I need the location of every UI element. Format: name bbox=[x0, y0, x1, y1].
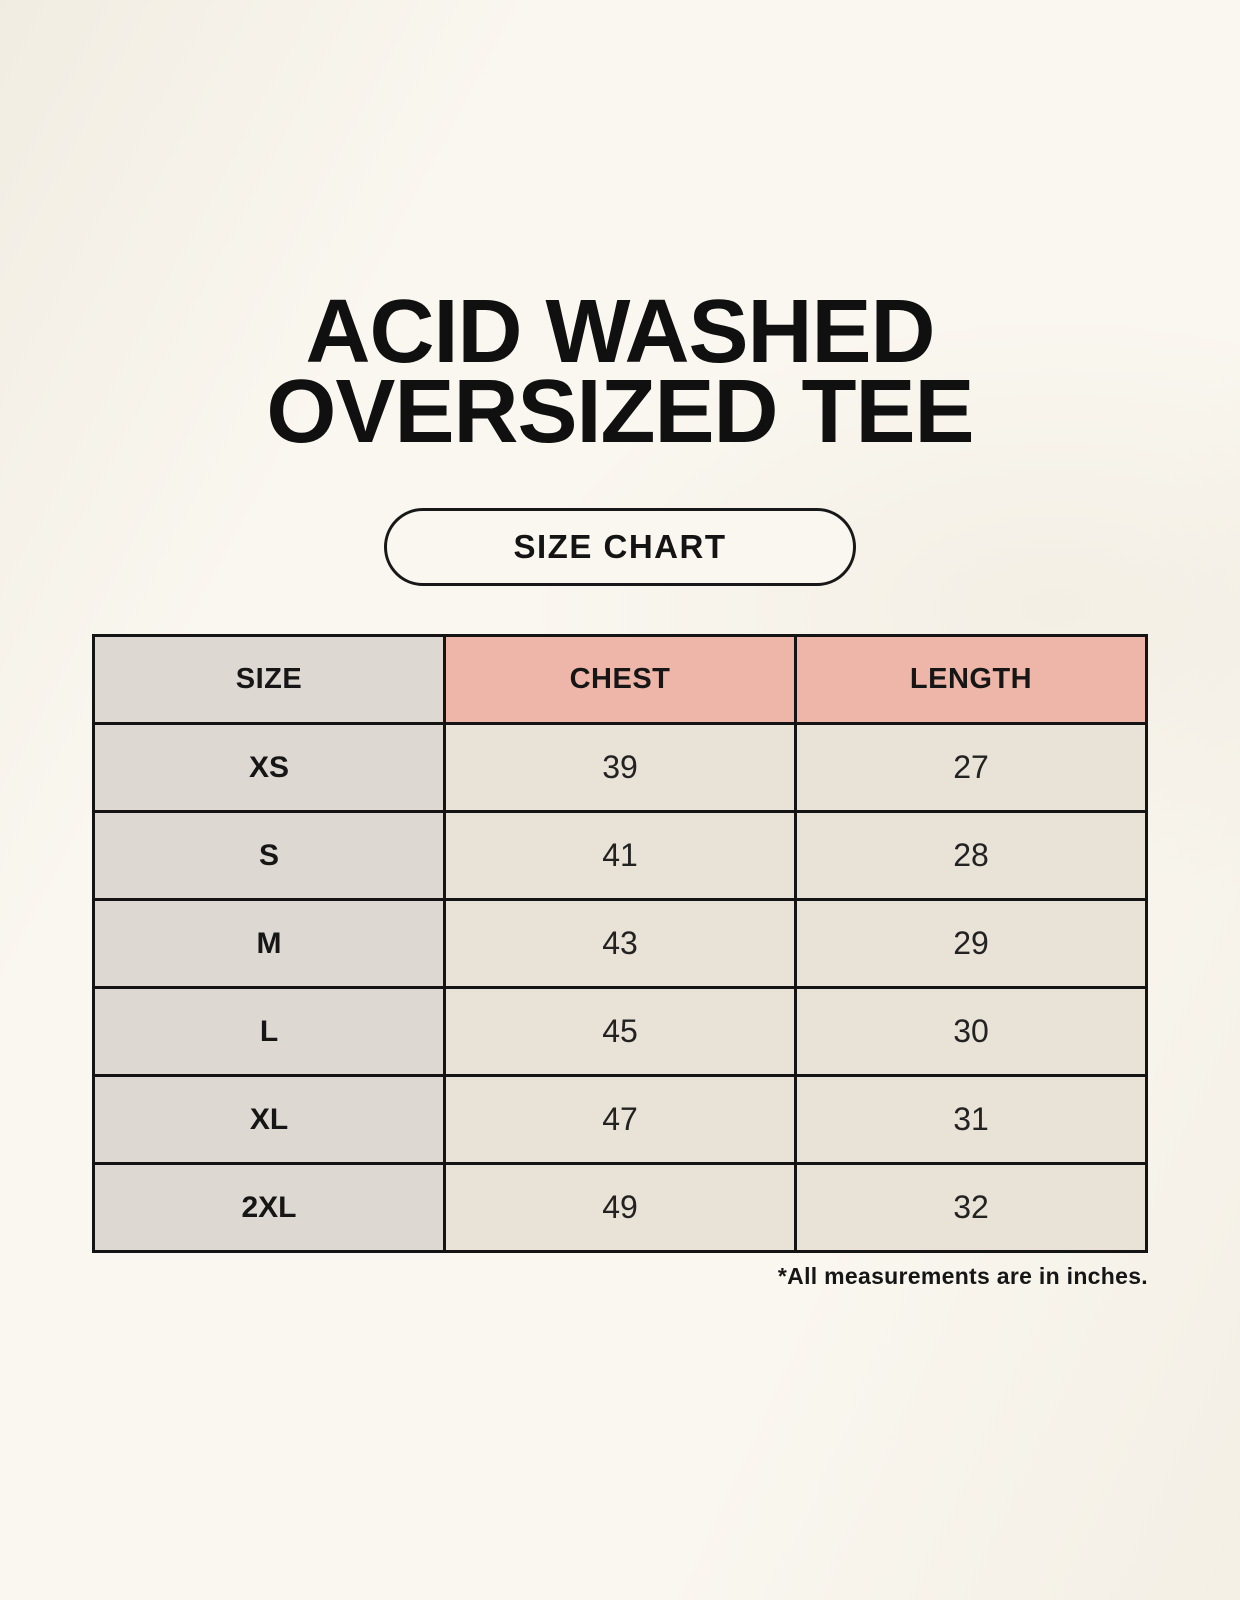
size-label: S bbox=[94, 812, 445, 900]
header-cell-size: SIZE bbox=[94, 636, 445, 724]
chest-value: 43 bbox=[445, 900, 796, 988]
header-cell-chest: CHEST bbox=[445, 636, 796, 724]
length-value: 32 bbox=[796, 1164, 1147, 1252]
size-chart-table-head bbox=[94, 636, 1147, 724]
chest-value: 39 bbox=[445, 724, 796, 812]
size-chart-table-body bbox=[94, 724, 1147, 1252]
product-title-line2: OVERSIZED TEE bbox=[266, 362, 974, 462]
table-row-2xl bbox=[94, 1164, 1147, 1252]
size-label: XL bbox=[94, 1076, 445, 1164]
length-value: 27 bbox=[796, 724, 1147, 812]
size-chart-table-wrap bbox=[92, 634, 1148, 1290]
length-value: 28 bbox=[796, 812, 1147, 900]
table-row-s bbox=[94, 812, 1147, 900]
table-row-xs bbox=[94, 724, 1147, 812]
size-label: XS bbox=[94, 724, 445, 812]
length-value: 31 bbox=[796, 1076, 1147, 1164]
chest-value: 45 bbox=[445, 988, 796, 1076]
header-cell-length: LENGTH bbox=[796, 636, 1147, 724]
size-chart-table bbox=[92, 634, 1148, 1253]
table-row-m bbox=[94, 900, 1147, 988]
measurements-footnote: *All measurements are in inches. bbox=[777, 1263, 1148, 1289]
size-chart-badge-label: SIZE CHART bbox=[513, 528, 727, 565]
size-label: 2XL bbox=[94, 1164, 445, 1252]
header-row bbox=[94, 636, 1147, 724]
table-row-xl bbox=[94, 1076, 1147, 1164]
length-value: 30 bbox=[796, 988, 1147, 1076]
product-title-line1: ACID WASHED bbox=[305, 282, 935, 382]
table-row-l bbox=[94, 988, 1147, 1076]
size-label: M bbox=[94, 900, 445, 988]
length-value: 29 bbox=[796, 900, 1147, 988]
product-title bbox=[266, 282, 974, 462]
chest-value: 41 bbox=[445, 812, 796, 900]
size-label: L bbox=[94, 988, 445, 1076]
chest-value: 47 bbox=[445, 1076, 796, 1164]
size-chart-badge bbox=[384, 508, 856, 586]
chest-value: 49 bbox=[445, 1164, 796, 1252]
